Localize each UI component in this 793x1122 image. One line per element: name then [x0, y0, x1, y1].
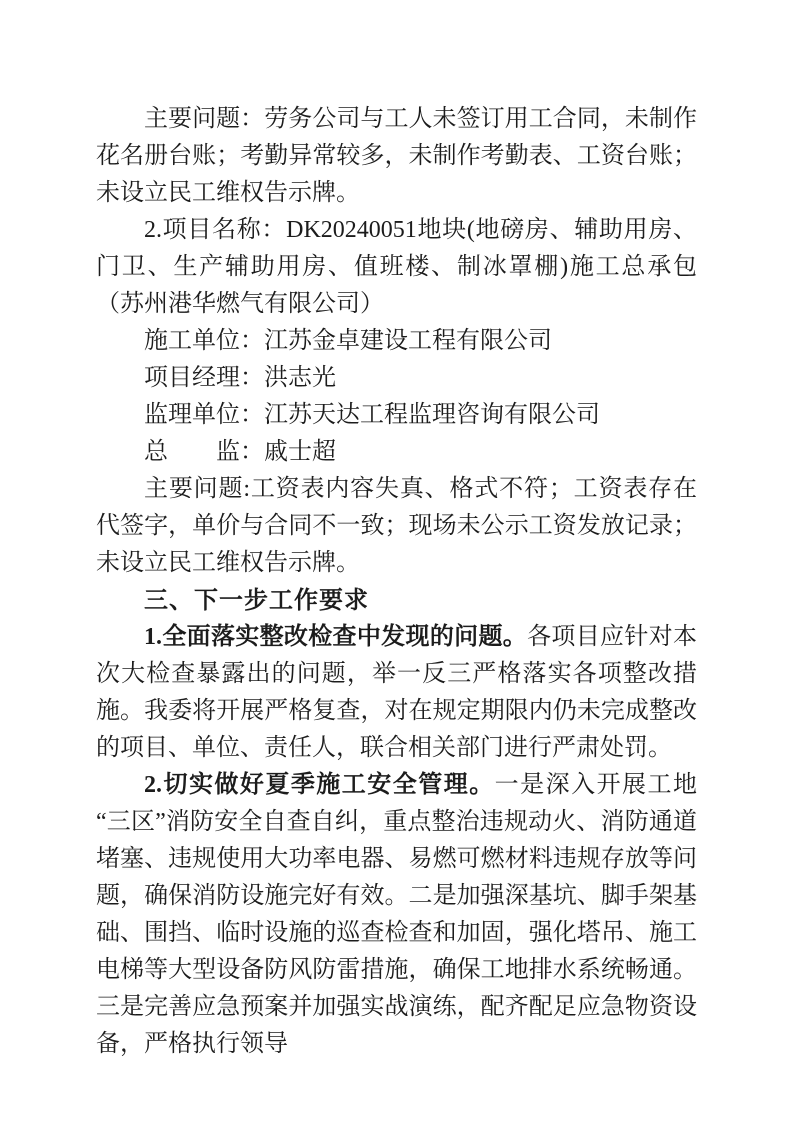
requirement-1-bold-lead: 1.全面落实整改检查中发现的问题。 — [144, 624, 528, 650]
paragraph-main-issues-2: 主要问题:工资表内容失真、格式不符；工资表存在代签字，单价与合同不一致；现场未公示工资发放记录；未设立民工维权告示牌。 — [96, 476, 697, 576]
line-project-manager: 项目经理：洪志光 — [144, 365, 336, 391]
section-heading-next-steps: 三、下一步工作要求 — [144, 587, 369, 614]
paragraph-project-2-title: 2.项目名称：DK20240051地块(地磅房、辅助用房、门卫、生产辅助用房、值班楼、制冰罩棚)施工总承包（苏州港华燃气有限公司） — [96, 217, 697, 317]
paragraph-requirement-1 — [96, 619, 697, 767]
line-chief-supervisor: 总 监：戚士超 — [144, 439, 336, 465]
line-construction-unit: 施工单位：江苏金卓建设工程有限公司 — [144, 328, 552, 354]
requirement-1-body: 各项目应针对本次大检查暴露出的问题，举一反三严格落实各项整改措施。我委将开展严格复查，对在规定期限内仍未完成整改的项目、单位、责任人，联合相关部门进行严肃处罚。 — [96, 624, 698, 761]
requirement-2-body: 一是深入开展工地“三区”消防安全自查自纠，重点整治违规动火、消防通道堵塞、违规使用大功率电器、易燃可燃材料违规存放等问题，确保消防设施完好有效。二是加强深基坑、脚手架基础、围挡、临时设施的巡查检查和加固，强化塔吊、施工电梯等大型设备防风防雷措施，确保工地排水系统畅通。三是完善应急预案并加强实战演练，配齐配足应急物资设备，严格执行领导 — [96, 772, 698, 1057]
paragraph-main-issues-1: 主要问题：劳务公司与工人未签订用工合同，未制作花名册台账；考勤异常较多，未制作考勤表、工资台账；未设立民工维权告示牌。 — [96, 106, 697, 206]
line-supervision-unit: 监理单位：江苏天达工程监理咨询有限公司 — [144, 402, 600, 428]
paragraph-requirement-2 — [96, 767, 697, 1063]
requirement-2-bold-lead: 2.切实做好夏季施工安全管理。 — [144, 772, 495, 798]
